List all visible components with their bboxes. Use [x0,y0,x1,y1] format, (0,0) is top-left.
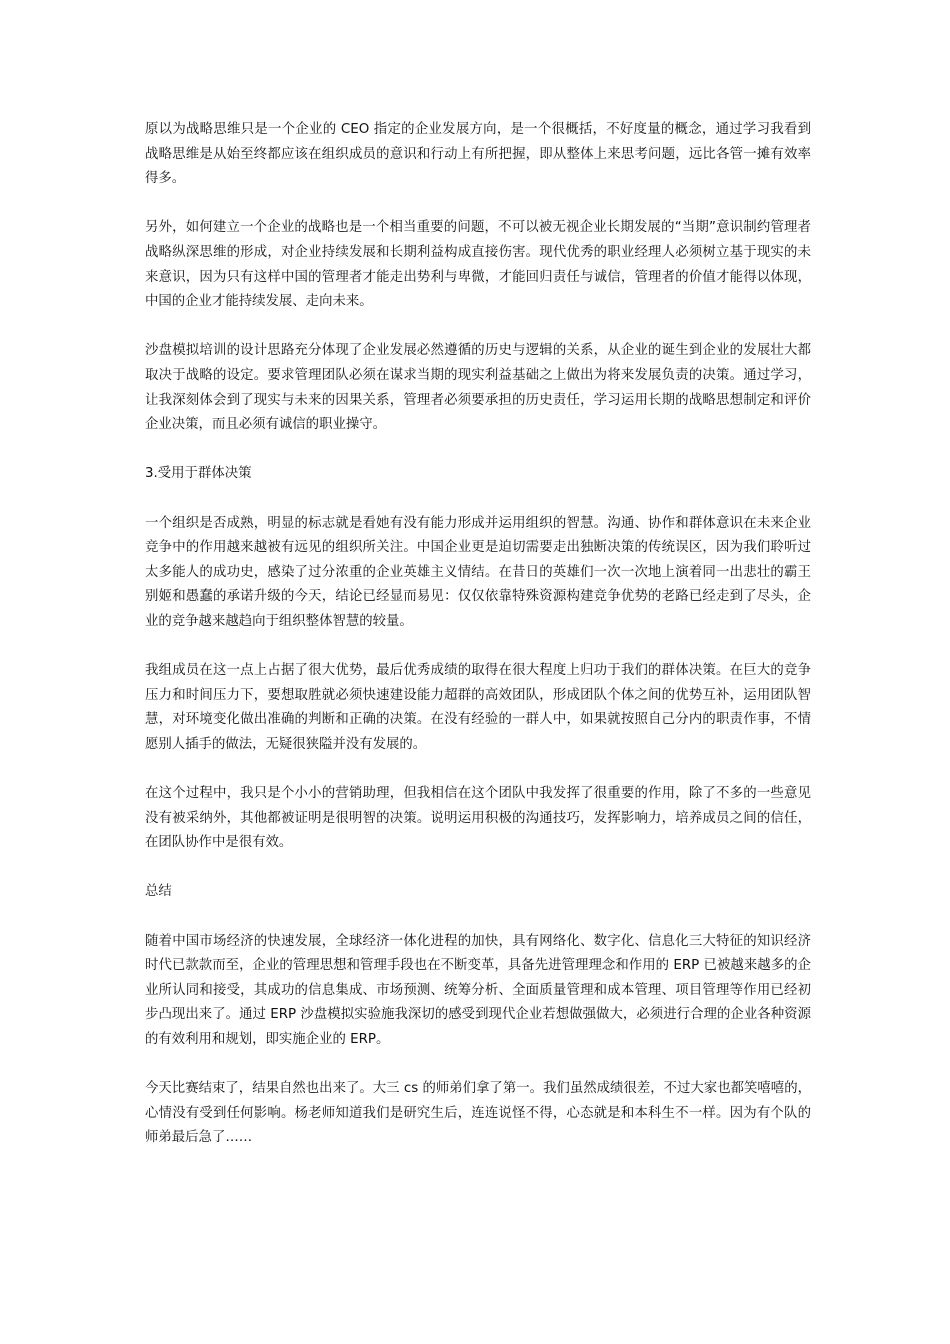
paragraph-marketing-assistant: 在这个过程中，我只是个小小的营销助理，但我相信在这个团队中我发挥了很重要的作用，除了不多的一些意见没有被采纳外，其他都被证明是很明智的决策。说明运用积极的沟通技巧，发挥影响力，培养成员之间的信任，在团队协作中是很有效。 [145,786,811,851]
paragraph-team-advantage: 我组成员在这一点上占据了很大优势，最后优秀成绩的取得在很大程度上归功于我们的群体决策。在巨大的竞争压力和时间压力下，要想取胜就必须快速建设能力超群的高效团队，形成团队个体之间的优势互补，运用团队智慧，对环境变化做出准确的判断和正确的决策。在没有经验的一群人中，如果就按照自己分内的职责作事，不情愿别人插手的做法，无疑很狭隘并没有发展的。 [145,663,811,752]
paragraph-organization-maturity: 一个组织是否成熟，明显的标志就是看她有没有能力形成并运用组织的智慧。沟通、协作和群体意识在未来企业竞争中的作用越来越被有远见的组织所关注。中国企业更是迫切需要走出独断决策的传统误区，因为我们聆听过太多能人的成功史，感染了过分浓重的企业英雄主义情结。在昔日的英雄们一次一次地上演着同一出悲壮的霸王别姬和愚蠢的承诺升级的今天，结论已经显而易见：仅仅依靠特殊资源构建竞争优势的老路已经走到了尽头，企业的竞争越来越趋向于组织整体智慧的较量。 [145,515,811,629]
paragraph-competition-result: 今天比赛结束了，结果自然也出来了。大三 cs 的师弟们拿了第一。我们虽然成绩很差，不过大家也都笑嘻嘻的，心情没有受到任何影响。杨老师知道我们是研究生后，连连说怪不得，心态就是和本科生不一样。因为有个队的师弟最后急了…… [145,1081,811,1146]
document-body [145,118,811,1176]
paragraph-sandbox-design: 沙盘模拟培训的设计思路充分体现了企业发展必然遵循的历史与逻辑的关系，从企业的诞生到企业的发展壮大都取决于战略的设定。要求管理团队必须在谋求当期的现实利益基础之上做出为将来发展负责的决策。通过学习，让我深刻体会到了现实与未来的因果关系，管理者必须要承担的历史责任，学习运用长期的战略思想制定和评价企业决策，而且必须有诚信的职业操守。 [145,343,811,433]
paragraph-strategic-thinking: 原以为战略思维只是一个企业的 CEO 指定的企业发展方向，是一个很概括，不好度量的概念，通过学习我看到战略思维是从始至终都应该在组织成员的意识和行动上有所把握，即从整体上来思考问题，远比各管一摊有效率得多。 [145,122,811,187]
section-heading-summary: 总结 [145,884,172,900]
paragraph-erp-summary: 随着中国市场经济的快速发展，全球经济一体化进程的加快，具有网络化、数字化、信息化三大特征的知识经济时代已款款而至，企业的管理思想和管理手段也在不断变革，具备先进管理理念和作用的 ERP 已被越来越多的企业所认同和接受，其成功的信息集成、市场预测、统筹分析、全面质量管理和成本管理、项目管理等作用已经初步凸现出来了。通过 ERP 沙盘模拟实验施我深切的感受到现代企业若想做强做大，必须进行合理的企业各种资源的有效利用和规划，即实施企业的 ERP。 [145,933,811,1047]
paragraph-enterprise-strategy: 另外，如何建立一个企业的战略也是一个相当重要的问题，不可以被无视企业长期发展的“当期”意识制约管理者战略纵深思维的形成，对企业持续发展和长期利益构成直接伤害。现代优秀的职业经理人必须树立基于现实的未来意识，因为只有这样中国的管理者才能走出势利与卑微，才能回归责任与诚信，管理者的价值才能得以体现，中国的企业才能持续发展、走向未来。 [145,220,811,310]
section-heading-group-decision: 3.受用于群体决策 [145,466,252,482]
